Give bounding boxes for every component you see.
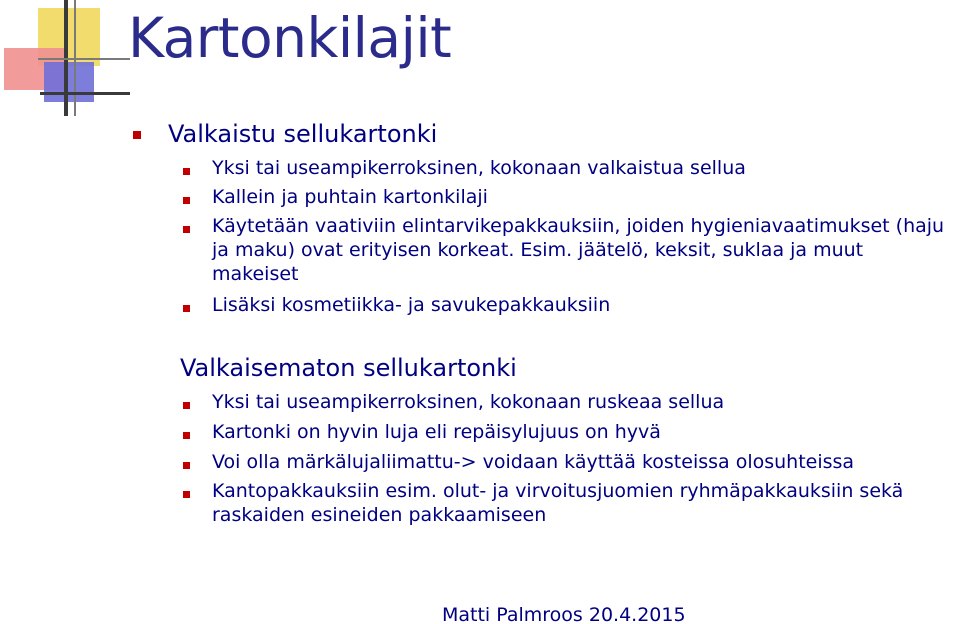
list-item-line: Kantopakkauksiin esim. olut- ja virvoitusjuomien ryhmäpakkauksiin sekä (212, 480, 904, 502)
section-heading-1: Valkaistu sellukartonki (168, 120, 438, 148)
bullet-icon (183, 168, 190, 175)
footer-author-date: Matti Palmroos 20.4.2015 (442, 604, 686, 624)
list-item: Yksi tai useampikerroksinen, kokonaan ruskeaa sellua (212, 391, 725, 413)
section-heading-2: Valkaisematon sellukartonki (180, 354, 517, 382)
list-item: Kartonki on hyvin luja eli repäisylujuus on hyvä (212, 421, 661, 443)
list-item: Yksi tai useampikerroksinen, kokonaan valkaistua sellua (212, 157, 746, 179)
list-item: Voi olla märkälujaliimattu-> voidaan käyttää kosteissa olosuhteissa (212, 451, 855, 473)
list-item: Lisäksi kosmetiikka- ja savukepakkauksiin (212, 294, 611, 316)
slide-title: Kartonkilajit (128, 6, 452, 70)
bullet-icon (183, 197, 190, 204)
bullet-icon (183, 491, 190, 498)
list-item-line: makeiset (212, 263, 299, 285)
bullet-icon (183, 305, 190, 312)
list-item-line: raskaiden esineiden pakkaamiseen (212, 504, 547, 526)
bullet-icon (183, 462, 190, 469)
bullet-icon (183, 432, 190, 439)
list-item-line: ja maku) ovat erityisen korkeat. Esim. jäätelö, keksit, suklaa ja muut (212, 239, 864, 261)
bullet-icon (133, 131, 141, 139)
bullet-icon (183, 226, 190, 233)
list-item-line: Käytetään vaativiin elintarvikepakkauksiin, joiden hygieniavaatimukset (haju (212, 215, 945, 237)
bullet-icon (183, 402, 190, 409)
list-item: Kallein ja puhtain kartonkilaji (212, 186, 488, 208)
